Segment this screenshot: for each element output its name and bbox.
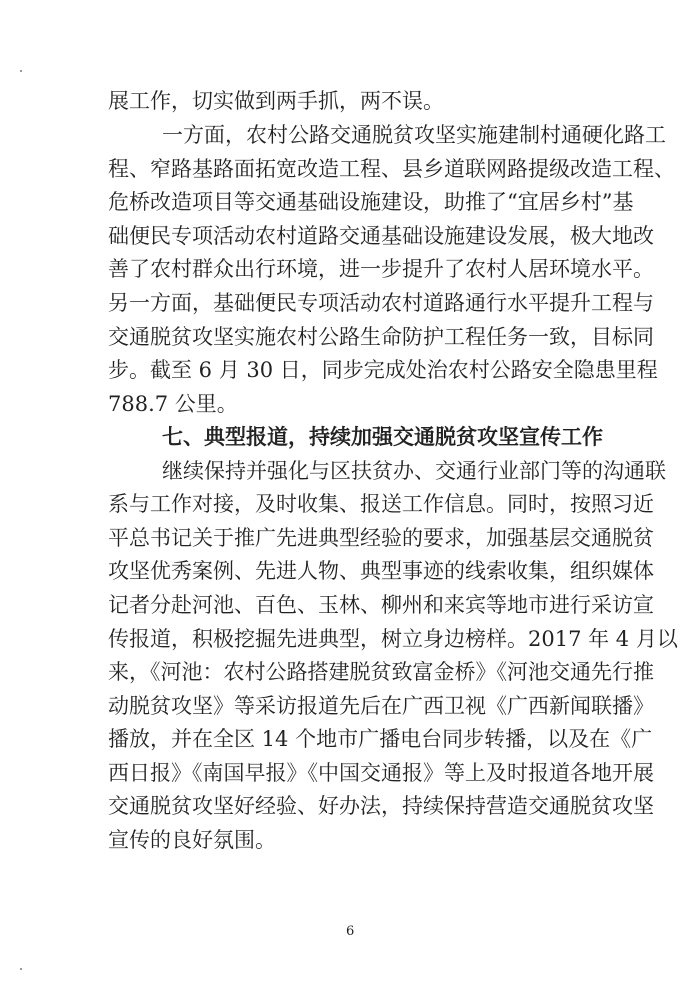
page-number: 6 xyxy=(346,924,355,939)
paragraph-line: 展工作，切实做到两手抓，两不误。 xyxy=(108,89,444,113)
scan-mark xyxy=(20,70,22,72)
paragraph-line: 另一方面，基础便民专项活动农村道路通行水平提升工程与 xyxy=(108,291,654,315)
scan-mark xyxy=(20,968,22,970)
paragraph-line: 788.7 公里。 xyxy=(108,392,238,416)
paragraph-line: 交通脱贫攻坚好经验、好办法，持续保持营造交通脱贫攻坚 xyxy=(108,794,654,818)
paragraph-line: 一方面，农村公路交通脱贫攻坚实施建制村通硬化路工 xyxy=(162,123,666,147)
paragraph-line: 记者分赴河池、百色、玉林、柳州和来宾等地市进行采访宣 xyxy=(108,593,654,617)
paragraph-line: 危桥改造项目等交通基础设施建设，助推了“宜居乡村”基 xyxy=(108,190,634,214)
paragraph-line: 平总书记关于推广先进典型经验的要求，加强基层交通脱贫 xyxy=(108,526,654,550)
paragraph-line: 程、窄路基路面拓宽改造工程、县乡道联网路提级改造工程、 xyxy=(108,157,675,181)
paragraph-line: 来，《河池：农村公路搭建脱贫致富金桥》《河池交通先行推 xyxy=(108,660,654,684)
paragraph-line: 动脱贫攻坚》等采访报道先后在广西卫视《广西新闻联播》 xyxy=(108,694,654,718)
paragraph-line: 西日报》《南国早报》《中国交通报》等上及时报道各地开展 xyxy=(108,761,654,785)
paragraph-line: 宣传的良好氛围。 xyxy=(108,828,276,852)
section-heading: 七、典型报道，持续加强交通脱贫攻坚宣传工作 xyxy=(162,425,603,449)
paragraph-line: 步。截至 6 月 30 日，同步完成处治农村公路安全隐患里程 xyxy=(108,358,658,382)
paragraph-line: 系与工作对接，及时收集、报送工作信息。同时，按照习近 xyxy=(108,492,654,516)
paragraph-line: 攻坚优秀案例、先进人物、典型事迹的线索收集，组织媒体 xyxy=(108,559,654,583)
paragraph-line: 础便民专项活动农村道路交通基础设施建设发展，极大地改 xyxy=(108,224,654,248)
paragraph-line: 善了农村群众出行环境，进一步提升了农村人居环境水平。 xyxy=(108,257,654,281)
paragraph-line: 播放，并在全区 14 个地市广播电台同步转播，以及在《广 xyxy=(108,727,653,751)
paragraph-line: 继续保持并强化与区扶贫办、交通行业部门等的沟通联 xyxy=(162,459,666,483)
paragraph-line: 交通脱贫攻坚实施农村公路生命防护工程任务一致，目标同 xyxy=(108,325,654,349)
paragraph-line: 传报道，积极挖掘先进典型，树立身边榜样。2017 年 4 月以 xyxy=(108,627,678,651)
